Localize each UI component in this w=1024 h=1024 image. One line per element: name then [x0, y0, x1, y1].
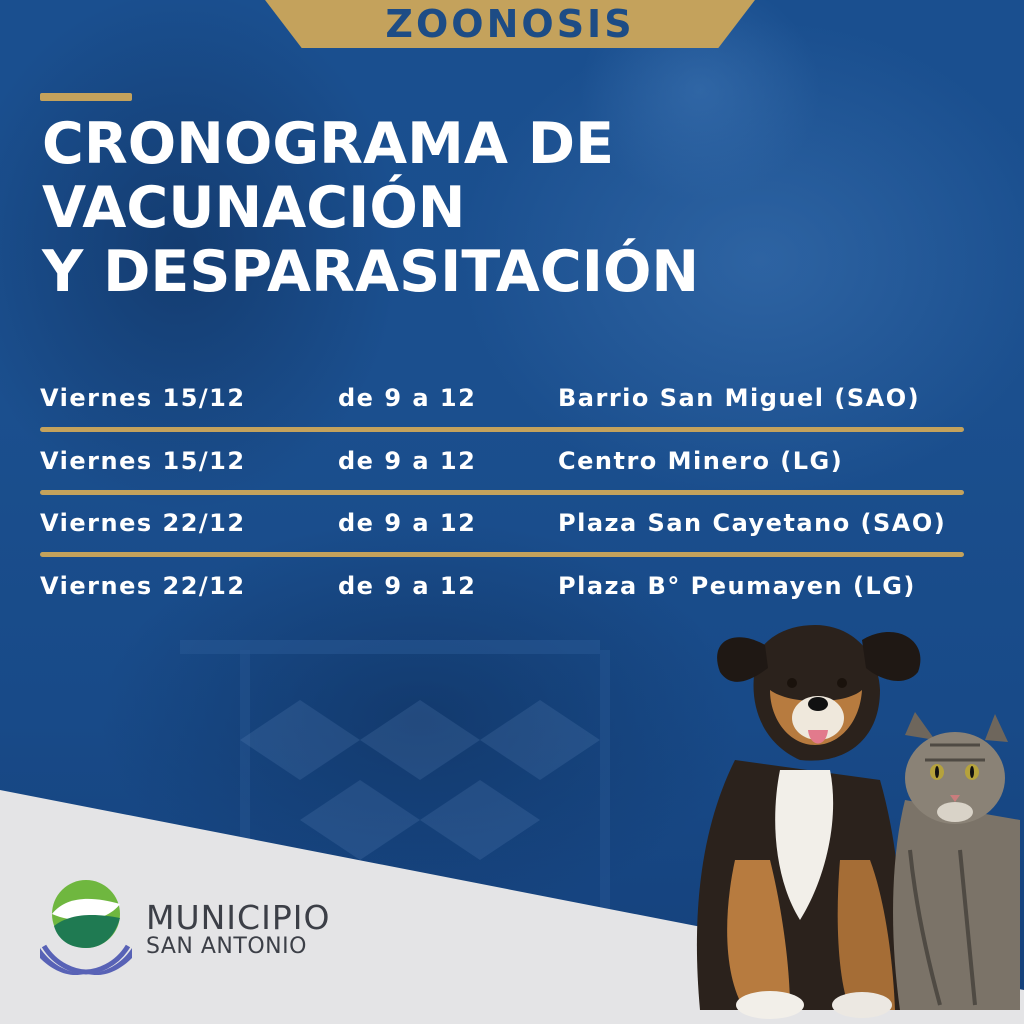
- logo-subtitle: SAN ANTONIO: [146, 934, 307, 959]
- title-line-1: CRONOGRAMA DE: [42, 111, 615, 177]
- schedule-day: Viernes 15/12: [40, 447, 246, 475]
- schedule-day: Viernes 22/12: [40, 572, 246, 600]
- title-line-3: Y DESPARASITACIÓN: [42, 239, 700, 305]
- schedule-time: de 9 a 12: [338, 572, 477, 600]
- schedule-day: Viernes 22/12: [40, 509, 246, 537]
- schedule-day: Viernes 15/12: [40, 384, 246, 412]
- schedule-time: de 9 a 12: [338, 509, 477, 537]
- logo-title: MUNICIPIO: [146, 898, 331, 937]
- schedule-place: Plaza San Cayetano (SAO): [558, 509, 947, 537]
- schedule-place: Barrio San Miguel (SAO): [558, 384, 921, 412]
- schedule-time: de 9 a 12: [338, 447, 477, 475]
- title-line-2: VACUNACIÓN: [42, 175, 466, 241]
- schedule-place: Centro Minero (LG): [558, 447, 844, 475]
- schedule-place: Plaza B° Peumayen (LG): [558, 572, 916, 600]
- header-tab-label: ZOONOSIS: [385, 2, 635, 46]
- schedule-time: de 9 a 12: [338, 384, 477, 412]
